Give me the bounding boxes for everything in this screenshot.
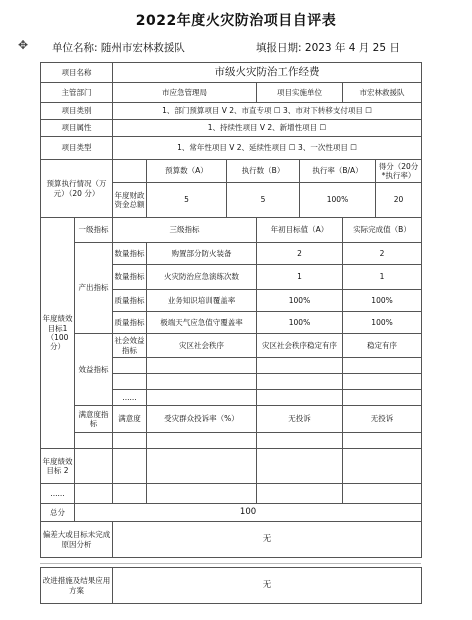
table-row-actual: 2 (343, 243, 422, 265)
attribute-value: 1、持续性项目 V 2、新增性项目 ☐ (113, 120, 422, 137)
perf-header-actual: 实际完成值（B） (343, 218, 422, 243)
budget-sub-label: 年度财政资金总额 (113, 183, 147, 218)
document-title: 2022年度火灾防治项目自评表 (135, 13, 337, 29)
perf-goal-2-label: 年度绩效目标 2 (41, 449, 75, 484)
social-l3: 灾区社会秩序 (147, 334, 257, 358)
budget-header-blank (113, 160, 147, 183)
deviation-value: 无 (113, 522, 422, 558)
table-row-actual: 1 (343, 265, 422, 290)
perf-header-target: 年初目标值（A） (257, 218, 343, 243)
goal-ellipsis: ...... (41, 484, 75, 504)
budget-b-value: 5 (227, 183, 300, 218)
perf-header-l3: 三级指标 (113, 218, 257, 243)
effect-indicator-label: 效益指标 (75, 334, 113, 406)
total-value: 100 (75, 504, 422, 522)
type-value: 1、常年性项目 V 2、延续性项目 ☐ 3、一次性项目 ☐ (113, 137, 422, 160)
total-label: 总分 (41, 504, 75, 522)
report-date (256, 40, 400, 55)
table-row-l2: 质量指标 (113, 312, 147, 334)
budget-header-rate: 执行率（B/A） (300, 160, 376, 183)
sat-actual: 无投诉 (343, 406, 422, 433)
budget-label: 预算执行情况（万元）（20 分） (41, 160, 113, 218)
table-row-l3: 购置部分防火装备 (147, 243, 257, 265)
table-row-actual: 100% (343, 312, 422, 334)
table-row-target: 100% (257, 290, 343, 312)
category-label: 项目类别 (41, 103, 113, 120)
table-row-l3: 业务知识培训覆盖率 (147, 290, 257, 312)
report-date-label: 填报日期: (256, 42, 302, 54)
table-row-target: 100% (257, 312, 343, 334)
output-indicator-label: 产出指标 (75, 243, 113, 334)
table-row-l2: 数量指标 (113, 265, 147, 290)
table-row-l3: 极端天气应急值守覆盖率 (147, 312, 257, 334)
perf-goal-1-label: 年度绩效目标1（100分） (41, 218, 75, 449)
attribute-label: 项目属性 (41, 120, 113, 137)
perf-header-l1: 一级指标 (75, 218, 113, 243)
rectify-value: 无 (113, 568, 422, 604)
self-evaluation-table (40, 62, 422, 558)
category-value: 1、部门预算项目 V 2、市直专项 ☐ 3、市对下转移支付项目 ☐ (113, 103, 422, 120)
rectify-label: 改进措施及结果应用方案 (41, 568, 113, 604)
dept-label: 主管部门 (41, 83, 113, 103)
project-name-value: 市级火灾防治工作经费 (113, 63, 422, 83)
dept-value: 市应急管理局 (113, 83, 257, 103)
budget-a-value: 5 (147, 183, 227, 218)
table-row-l2: 质量指标 (113, 290, 147, 312)
project-name-label: 项目名称 (41, 63, 113, 83)
budget-score-value: 20 (376, 183, 422, 218)
table-row-l3: 火灾防治应急演练次数 (147, 265, 257, 290)
sat-l2: 满意度 (113, 406, 147, 433)
rectification-table (40, 567, 422, 604)
unit-name (52, 40, 185, 55)
table-row-l2: 数量指标 (113, 243, 147, 265)
satisfaction-indicator-label: 满意度指标 (75, 406, 113, 433)
social-l2: 社会效益指标 (113, 334, 147, 358)
table-row-actual: 100% (343, 290, 422, 312)
budget-rate-value: 100% (300, 183, 376, 218)
impl-unit-label: 项目实施单位 (257, 83, 343, 103)
social-actual: 稳定有序 (343, 334, 422, 358)
budget-header-a: 预算数（A） (147, 160, 227, 183)
effect-ellipsis: ...... (113, 390, 147, 406)
sat-target: 无投诉 (257, 406, 343, 433)
unit-name-value: 随州市宏林救援队 (100, 42, 185, 54)
social-target: 灾区社会秩序稳定有序 (257, 334, 343, 358)
budget-header-score: 得分（20分*执行率） (376, 160, 422, 183)
deviation-label: 偏差大或目标未完成原因分析 (41, 522, 113, 558)
page-break-line (40, 563, 421, 564)
unit-name-label: 单位名称: (52, 42, 98, 54)
type-label: 项目类型 (41, 137, 113, 160)
table-move-handle-icon[interactable]: ✥ (17, 38, 29, 52)
impl-unit-value: 市宏林救援队 (343, 83, 422, 103)
table-row-target: 1 (257, 265, 343, 290)
budget-header-b: 执行数（B） (227, 160, 300, 183)
table-row-target: 2 (257, 243, 343, 265)
report-date-value: 2023 年 4 月 25 日 (304, 42, 400, 54)
sat-l3: 受灾群众投诉率（%） (147, 406, 257, 433)
